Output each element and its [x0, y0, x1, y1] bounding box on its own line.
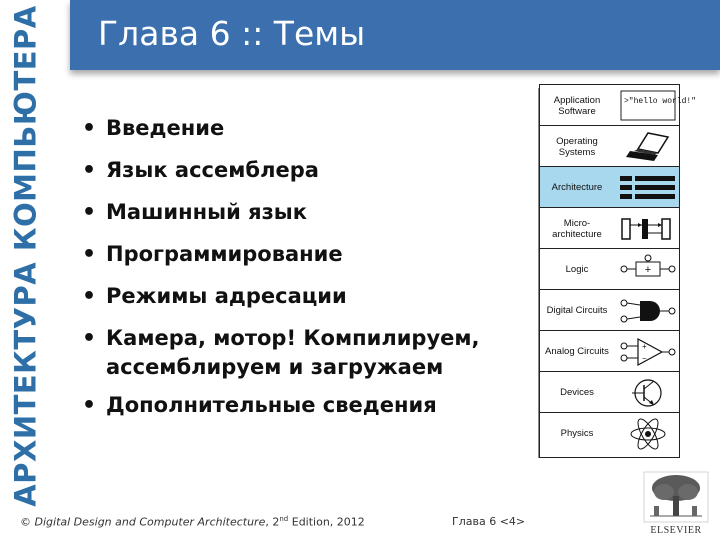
- tree-icon: [640, 470, 712, 524]
- book-title: Digital Design and Computer Architecture: [34, 515, 266, 529]
- topic-item: • Язык ассемблера: [80, 156, 540, 185]
- layer-label: Devices: [560, 387, 594, 398]
- side-label-text: АРХИТЕКТУРА КОМПЬЮТЕРА: [9, 5, 44, 507]
- edition-suffix: nd: [279, 515, 289, 523]
- amplifier-icon: [618, 334, 678, 369]
- layer-logic: [540, 249, 679, 290]
- side-label: [6, 6, 46, 506]
- layer-label: Digital Circuits: [546, 305, 608, 316]
- layer-label: Application Software: [553, 94, 601, 117]
- stack-edge: [531, 88, 539, 458]
- adder-symbol: +: [644, 264, 652, 276]
- code-text: >"hello world!": [624, 97, 697, 106]
- slide-title: Глава 6 :: Темы: [98, 14, 366, 53]
- layer-label: Micro- architecture: [552, 217, 602, 240]
- layer-devices: [540, 372, 679, 413]
- hello-world-code-icon: [618, 88, 697, 123]
- edition-number: , 2: [265, 515, 280, 529]
- amp-minus: −: [642, 354, 647, 363]
- elsevier-logo: [640, 470, 712, 536]
- logo-word: ELSEVIER: [650, 525, 702, 536]
- layer-label: Analog Circuits: [545, 346, 609, 357]
- layer-digital-circuits: [540, 290, 679, 331]
- layer-label: Physics: [560, 428, 594, 439]
- layer-label: Architecture: [551, 182, 603, 193]
- instruction-bars-icon: [618, 170, 678, 205]
- slide-number: Глава 6 <4>: [452, 515, 526, 528]
- datapath-icon: [618, 211, 678, 246]
- topic-item: • Режимы адресации: [80, 282, 540, 311]
- topic-item: • Введение: [80, 114, 540, 143]
- layer-analog-circuits: [540, 331, 679, 372]
- topic-item: • Дополнительные сведения: [80, 391, 540, 420]
- adder-icon: [618, 252, 678, 287]
- amp-plus: +: [642, 342, 647, 351]
- atom-icon: [618, 416, 678, 451]
- topic-item: • Программирование: [80, 240, 540, 269]
- layer-microarchitecture: [540, 208, 679, 249]
- copyright-symbol: ©: [20, 515, 31, 529]
- footer-citation: [20, 515, 365, 529]
- layer-label: Logic: [565, 264, 589, 275]
- edition-year: Edition, 2012: [288, 515, 365, 529]
- layer-architecture: [540, 167, 679, 208]
- abstraction-stack: [539, 84, 697, 458]
- laptop-icon: [618, 129, 678, 164]
- layer-operating-systems: [540, 126, 679, 167]
- layer-application-software: [540, 85, 697, 126]
- topic-list: [80, 114, 540, 433]
- and-gate-icon: [618, 293, 678, 328]
- topic-item: • Машинный язык: [80, 198, 540, 227]
- layer-label: Operating Systems: [556, 135, 598, 158]
- transistor-icon: [618, 375, 678, 410]
- topic-item: • Камера, мотор! Компилируем, ассемблируем и загружаем: [80, 324, 540, 382]
- layer-physics: [540, 413, 679, 454]
- title-bar: [70, 0, 720, 70]
